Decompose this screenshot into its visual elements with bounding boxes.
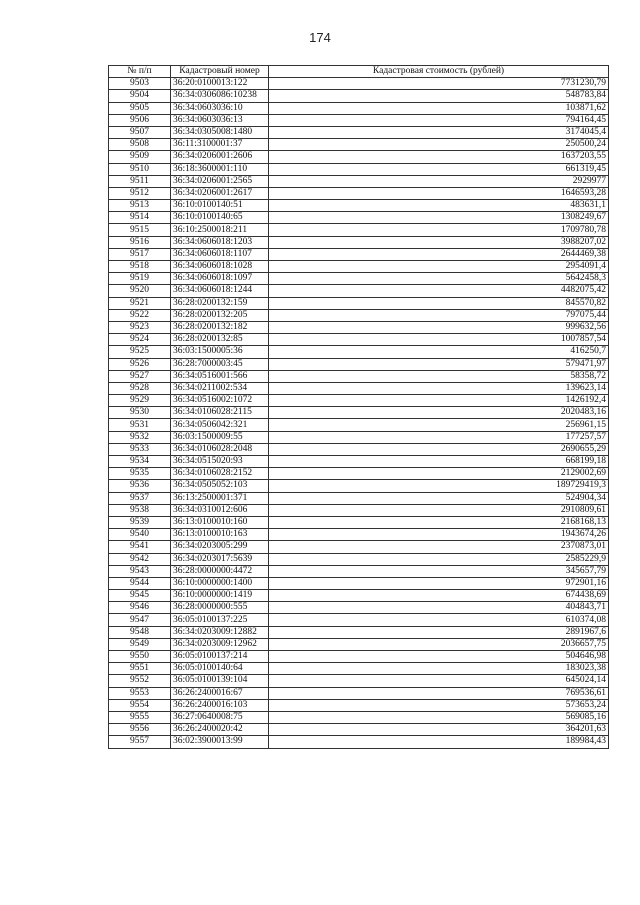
row-index: 9531 (109, 419, 171, 431)
row-index: 9552 (109, 675, 171, 687)
row-index: 9540 (109, 529, 171, 541)
row-index: 9550 (109, 651, 171, 663)
table-row (109, 102, 609, 114)
cadastral-value: 661319,45 (269, 163, 609, 175)
table-row (109, 163, 609, 175)
table-row (109, 492, 609, 504)
table-row (109, 395, 609, 407)
row-index: 9546 (109, 602, 171, 614)
row-index: 9553 (109, 687, 171, 699)
header-cadastral-value: Кадастровая стоимость (рублей) (269, 66, 609, 78)
cadastral-number: 36:34:0305008:1480 (171, 126, 269, 138)
row-index: 9529 (109, 395, 171, 407)
row-index: 9555 (109, 711, 171, 723)
row-index: 9525 (109, 346, 171, 358)
table-row (109, 565, 609, 577)
cadastral-number: 36:34:0603036:10 (171, 102, 269, 114)
table-row (109, 675, 609, 687)
table-row (109, 687, 609, 699)
cadastral-number: 36:34:0106028:2048 (171, 443, 269, 455)
cadastral-value: 504646,98 (269, 651, 609, 663)
row-index: 9548 (109, 626, 171, 638)
table-row (109, 529, 609, 541)
cadastral-number: 36:34:0506042:321 (171, 419, 269, 431)
table-row (109, 553, 609, 565)
cadastral-value: 1709780,78 (269, 224, 609, 236)
cadastral-number: 36:20:0100013:122 (171, 78, 269, 90)
cadastral-value: 1426192,4 (269, 395, 609, 407)
row-index: 9510 (109, 163, 171, 175)
cadastral-number: 36:05:0100139:104 (171, 675, 269, 687)
row-index: 9530 (109, 407, 171, 419)
table-row (109, 736, 609, 748)
cadastral-number: 36:34:0211002:534 (171, 382, 269, 394)
row-index: 9519 (109, 273, 171, 285)
cadastral-number: 36:13:0100010:163 (171, 529, 269, 541)
cadastral-number: 36:28:7000003:45 (171, 358, 269, 370)
table-row (109, 711, 609, 723)
cadastral-value: 2020483,16 (269, 407, 609, 419)
row-index: 9539 (109, 516, 171, 528)
table-row (109, 139, 609, 151)
table-row (109, 614, 609, 626)
cadastral-value: 524904,34 (269, 492, 609, 504)
cadastral-value: 610374,08 (269, 614, 609, 626)
cadastral-number: 36:34:0606018:1203 (171, 236, 269, 248)
cadastral-number: 36:05:0100137:214 (171, 651, 269, 663)
cadastral-value: 797075,44 (269, 309, 609, 321)
cadastral-value: 2891967,6 (269, 626, 609, 638)
cadastral-value: 189984,43 (269, 736, 609, 748)
row-index: 9518 (109, 261, 171, 273)
cadastral-number: 36:11:3100001:37 (171, 139, 269, 151)
cadastral-number: 36:18:3600001:110 (171, 163, 269, 175)
cadastral-value: 345657,79 (269, 565, 609, 577)
cadastral-value: 1308249,67 (269, 212, 609, 224)
cadastral-number: 36:34:0206001:2617 (171, 187, 269, 199)
cadastral-number: 36:26:2400016:103 (171, 699, 269, 711)
cadastral-number: 36:10:0100140:65 (171, 212, 269, 224)
row-index: 9556 (109, 724, 171, 736)
cadastral-value: 103871,62 (269, 102, 609, 114)
cadastral-value: 416250,7 (269, 346, 609, 358)
table-row (109, 663, 609, 675)
cadastral-value: 2129002,69 (269, 468, 609, 480)
cadastral-number: 36:03:1500009:55 (171, 431, 269, 443)
row-index: 9541 (109, 541, 171, 553)
row-index: 9520 (109, 285, 171, 297)
cadastral-value: 2168168,13 (269, 516, 609, 528)
cadastral-number: 36:10:0000000:1400 (171, 577, 269, 589)
cadastral-number: 36:34:0106028:2152 (171, 468, 269, 480)
table-row (109, 175, 609, 187)
cadastral-value: 3174045,4 (269, 126, 609, 138)
cadastral-value: 2910809,61 (269, 504, 609, 516)
row-index: 9509 (109, 151, 171, 163)
cadastral-value: 177257,57 (269, 431, 609, 443)
cadastral-value: 7731230,79 (269, 78, 609, 90)
table-row (109, 541, 609, 553)
table-row (109, 638, 609, 650)
cadastral-value: 364201,63 (269, 724, 609, 736)
page-number: 174 (309, 30, 331, 45)
cadastral-number: 36:34:0206001:2565 (171, 175, 269, 187)
header-index: № п/п (109, 66, 171, 78)
cadastral-value: 58358,72 (269, 370, 609, 382)
row-index: 9508 (109, 139, 171, 151)
row-index: 9536 (109, 480, 171, 492)
row-index: 9526 (109, 358, 171, 370)
table-row (109, 346, 609, 358)
cadastral-number: 36:34:0206001:2606 (171, 151, 269, 163)
cadastral-value: 548783,84 (269, 90, 609, 102)
row-index: 9512 (109, 187, 171, 199)
table-row (109, 297, 609, 309)
row-index: 9522 (109, 309, 171, 321)
cadastral-number: 36:34:0606018:1028 (171, 261, 269, 273)
row-index: 9551 (109, 663, 171, 675)
row-index: 9507 (109, 126, 171, 138)
row-index: 9513 (109, 200, 171, 212)
row-index: 9538 (109, 504, 171, 516)
cadastral-number: 36:34:0106028:2115 (171, 407, 269, 419)
table-row (109, 431, 609, 443)
table-row (109, 151, 609, 163)
table-row (109, 236, 609, 248)
header-cadastral-number: Кадастровый номер (171, 66, 269, 78)
cadastral-value: 845570,82 (269, 297, 609, 309)
table-row (109, 212, 609, 224)
table-row (109, 321, 609, 333)
row-index: 9515 (109, 224, 171, 236)
row-index: 9554 (109, 699, 171, 711)
table-row (109, 187, 609, 199)
table-row (109, 699, 609, 711)
row-index: 9557 (109, 736, 171, 748)
table-row (109, 370, 609, 382)
table-header-row (109, 66, 609, 78)
table-body (109, 78, 609, 748)
cadastral-value: 1007857,54 (269, 334, 609, 346)
cadastral-value: 189729419,3 (269, 480, 609, 492)
cadastral-number: 36:34:0306086:10238 (171, 90, 269, 102)
cadastral-value: 645024,14 (269, 675, 609, 687)
cadastral-number: 36:34:0505052:103 (171, 480, 269, 492)
cadastral-value: 1943674,26 (269, 529, 609, 541)
cadastral-number: 36:13:0100010:160 (171, 516, 269, 528)
row-index: 9514 (109, 212, 171, 224)
cadastral-value: 668199,18 (269, 456, 609, 468)
table-row (109, 382, 609, 394)
row-index: 9537 (109, 492, 171, 504)
cadastral-value: 139623,14 (269, 382, 609, 394)
cadastral-number: 36:28:0200132:205 (171, 309, 269, 321)
table-row (109, 602, 609, 614)
row-index: 9527 (109, 370, 171, 382)
cadastral-value: 1646593,28 (269, 187, 609, 199)
cadastral-value: 972901,16 (269, 577, 609, 589)
cadastral-number: 36:34:0606018:1097 (171, 273, 269, 285)
cadastral-number: 36:34:0310012:606 (171, 504, 269, 516)
cadastral-value: 674438,69 (269, 590, 609, 602)
table-row (109, 126, 609, 138)
row-index: 9528 (109, 382, 171, 394)
cadastral-value: 2370873,01 (269, 541, 609, 553)
cadastral-number: 36:34:0603036:13 (171, 114, 269, 126)
row-index: 9524 (109, 334, 171, 346)
cadastral-number: 36:28:0200132:85 (171, 334, 269, 346)
table-row (109, 261, 609, 273)
table-row (109, 200, 609, 212)
cadastral-number: 36:05:0100140:64 (171, 663, 269, 675)
row-index: 9523 (109, 321, 171, 333)
row-index: 9532 (109, 431, 171, 443)
cadastral-value: 2644469,38 (269, 248, 609, 260)
cadastral-value-table (108, 65, 609, 749)
table-row (109, 590, 609, 602)
row-index: 9542 (109, 553, 171, 565)
row-index: 9505 (109, 102, 171, 114)
row-index: 9533 (109, 443, 171, 455)
table-row (109, 334, 609, 346)
table-row (109, 407, 609, 419)
cadastral-value: 404843,71 (269, 602, 609, 614)
cadastral-number: 36:34:0515020:93 (171, 456, 269, 468)
table-row (109, 577, 609, 589)
cadastral-number: 36:10:0100140:51 (171, 200, 269, 212)
row-index: 9547 (109, 614, 171, 626)
row-index: 9517 (109, 248, 171, 260)
cadastral-number: 36:34:0203017:5639 (171, 553, 269, 565)
row-index: 9516 (109, 236, 171, 248)
cadastral-number: 36:28:0000000:4472 (171, 565, 269, 577)
table-row (109, 724, 609, 736)
cadastral-value: 183023,38 (269, 663, 609, 675)
table-row (109, 626, 609, 638)
row-index: 9534 (109, 456, 171, 468)
cadastral-number: 36:10:0000000:1419 (171, 590, 269, 602)
row-index: 9521 (109, 297, 171, 309)
table-row (109, 456, 609, 468)
table-row (109, 90, 609, 102)
cadastral-number: 36:34:0606018:1107 (171, 248, 269, 260)
cadastral-number: 36:34:0203009:12882 (171, 626, 269, 638)
cadastral-number: 36:13:2500001:371 (171, 492, 269, 504)
cadastral-value: 2036657,75 (269, 638, 609, 650)
cadastral-number: 36:27:0640008:75 (171, 711, 269, 723)
table-row (109, 516, 609, 528)
row-index: 9504 (109, 90, 171, 102)
row-index: 9549 (109, 638, 171, 650)
cadastral-value: 256961,15 (269, 419, 609, 431)
cadastral-value: 4482075,42 (269, 285, 609, 297)
table-row (109, 468, 609, 480)
cadastral-value: 250500,24 (269, 139, 609, 151)
cadastral-value: 2954091,4 (269, 261, 609, 273)
table-row (109, 419, 609, 431)
cadastral-number: 36:26:2400020:42 (171, 724, 269, 736)
cadastral-number: 36:28:0000000:555 (171, 602, 269, 614)
cadastral-number: 36:10:2500018:211 (171, 224, 269, 236)
cadastral-number: 36:28:0200132:159 (171, 297, 269, 309)
row-index: 9503 (109, 78, 171, 90)
cadastral-number: 36:34:0606018:1244 (171, 285, 269, 297)
cadastral-number: 36:34:0516001:566 (171, 370, 269, 382)
table-row (109, 78, 609, 90)
row-index: 9544 (109, 577, 171, 589)
cadastral-value: 2690655,29 (269, 443, 609, 455)
row-index: 9506 (109, 114, 171, 126)
cadastral-number: 36:02:3900013:99 (171, 736, 269, 748)
table-row (109, 358, 609, 370)
cadastral-number: 36:34:0516002:1072 (171, 395, 269, 407)
cadastral-number: 36:34:0203005:299 (171, 541, 269, 553)
cadastral-value: 794164,45 (269, 114, 609, 126)
row-index: 9545 (109, 590, 171, 602)
table-row (109, 224, 609, 236)
table-row (109, 443, 609, 455)
cadastral-number: 36:34:0203009:12962 (171, 638, 269, 650)
cadastral-number: 36:05:0100137:225 (171, 614, 269, 626)
table-row (109, 309, 609, 321)
cadastral-number: 36:03:1500005:36 (171, 346, 269, 358)
cadastral-value: 579471,97 (269, 358, 609, 370)
table-row (109, 651, 609, 663)
row-index: 9543 (109, 565, 171, 577)
table-row (109, 504, 609, 516)
cadastral-value: 3988207,02 (269, 236, 609, 248)
cadastral-number: 36:28:0200132:182 (171, 321, 269, 333)
table-row (109, 248, 609, 260)
row-index: 9535 (109, 468, 171, 480)
table-row (109, 273, 609, 285)
table-row (109, 114, 609, 126)
cadastral-value: 569085,16 (269, 711, 609, 723)
cadastral-value: 483631,1 (269, 200, 609, 212)
table-row (109, 285, 609, 297)
row-index: 9511 (109, 175, 171, 187)
cadastral-number: 36:26:2400016:67 (171, 687, 269, 699)
cadastral-value: 999632,56 (269, 321, 609, 333)
cadastral-value: 5642458,3 (269, 273, 609, 285)
cadastral-value: 1637203,55 (269, 151, 609, 163)
table-row (109, 480, 609, 492)
cadastral-value: 2585229,9 (269, 553, 609, 565)
cadastral-value: 2929977 (269, 175, 609, 187)
cadastral-value: 573653,24 (269, 699, 609, 711)
cadastral-value: 769536,61 (269, 687, 609, 699)
